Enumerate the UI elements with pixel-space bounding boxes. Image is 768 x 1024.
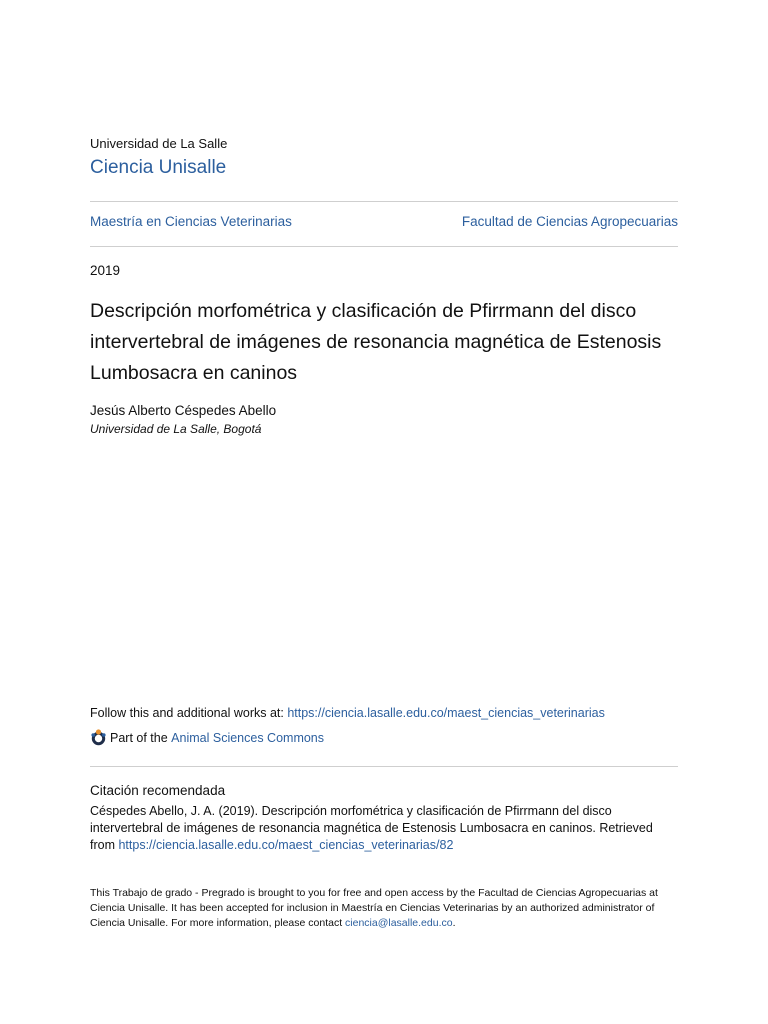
repository-link[interactable]: Ciencia Unisalle	[90, 157, 227, 178]
notice-suffix: .	[452, 917, 456, 929]
access-notice	[90, 886, 678, 931]
follow-label: Follow this and additional works at:	[90, 706, 288, 720]
part-of-line	[90, 729, 324, 746]
citation-heading: Citación recomendada	[90, 783, 226, 798]
animal-sciences-commons-link[interactable]: Animal Sciences Commons	[171, 730, 325, 745]
citation-text	[90, 803, 678, 854]
collection-url-link[interactable]: https://ciencia.lasalle.edu.co/maest_ciencias_veterinarias	[287, 706, 605, 720]
follow-line	[90, 706, 605, 720]
part-of-label: Part of the	[110, 730, 168, 745]
collection-link-maestria[interactable]: Maestría en Ciencias Veterinarias	[90, 214, 292, 229]
document-title: Descripción morfométrica y clasificación de Pfirrmann del disco intervertebral de imágenes de resonancia magnética de Estenosis Lumbosacra en caninos	[90, 300, 662, 384]
citation-body: Céspedes Abello, J. A. (2019). Descripción morfométrica y clasificación de Pfirrmann del disco intervertebral de imágenes de resonancia magnética de Estenosis Lumbosacra en caninos. Retrieved from	[90, 804, 653, 852]
divider-middle	[90, 246, 678, 247]
citation-url-link[interactable]: https://ciencia.lasalle.edu.co/maest_ciencias_veterinarias/82	[118, 838, 454, 852]
publication-year: 2019	[90, 263, 121, 278]
divider-bottom	[90, 766, 678, 767]
collection-links	[90, 214, 678, 229]
contact-email-link[interactable]: ciencia@lasalle.edu.co	[345, 917, 453, 929]
notice-body: This Trabajo de grado - Pregrado is brought to you for free and open access by the Facultad de Ciencias Agropecuarias at Ciencia Unisalle. It has been accepted for inclusion in Maestría en Ciencias Veterinarias by an authorized administrator of Ciencia Unisalle. For more information, please contact	[90, 887, 658, 929]
institution-name: Universidad de La Salle	[90, 136, 228, 151]
divider-top	[90, 201, 678, 202]
author-affiliation: Universidad de La Salle, Bogotá	[90, 422, 262, 436]
collection-link-facultad[interactable]: Facultad de Ciencias Agropecuarias	[461, 214, 678, 229]
commons-network-icon	[90, 729, 107, 746]
author-name: Jesús Alberto Céspedes Abello	[90, 403, 277, 418]
